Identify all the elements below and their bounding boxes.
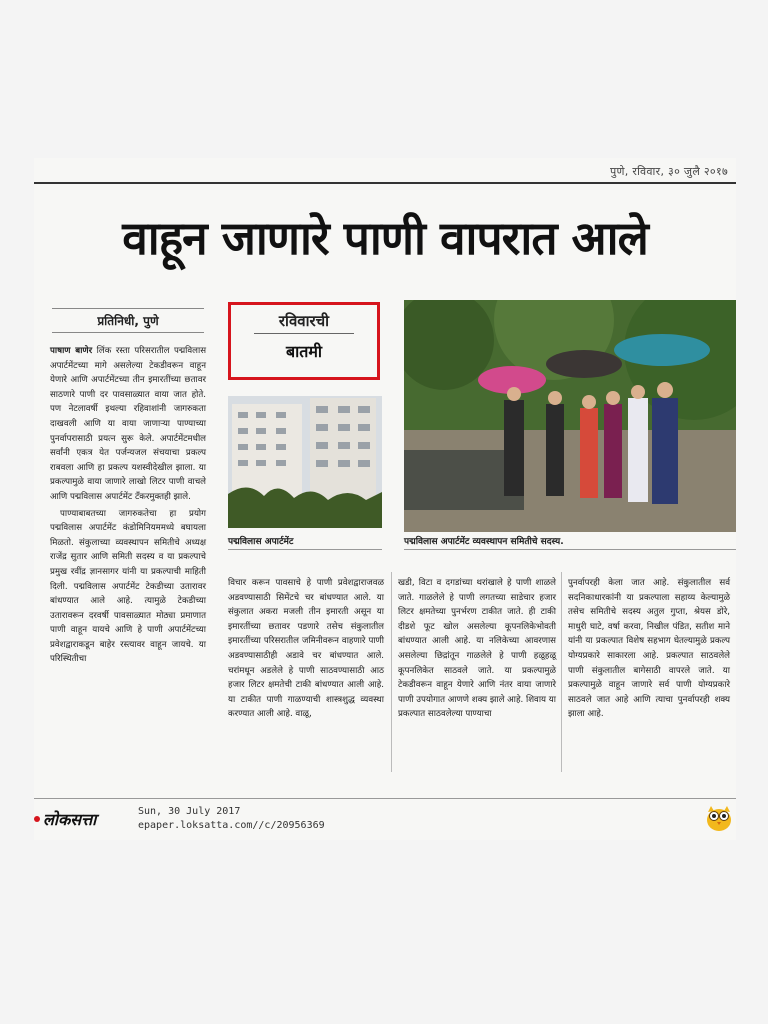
logo-dot <box>34 816 40 822</box>
article-column-4: पुनर्वापरही केला जात आहे. संकुलातील सर्व सदनिकाधारकांनी या प्रकल्पाला सहाय्य केल्यामुळे तसेच समितीचे सदस्य अतुल गुप्ता, श्रेयस डोरे, माधुरी घाटे, वर्षा करवा, निखील पंडित, सतीश माने यांनी या प्रकल्पात विशेष सहभाग घेतल्यामुळे प्रकल्प योग्यप्रकारे साकारला आहे. प्रकल्पात साठवलेले पाणी संकुलातील बागेसाठी वापरले जाते. या प्रकल्पामुळे वाहून जाणारे सर्व पाणी योग्यप्रकारे साठवले जात आहे आणि त्याचा पुनर्वापरही शक्य झाला आहे. <box>568 578 730 720</box>
sunday-news-kicker <box>228 302 380 380</box>
newspaper-clipping <box>34 158 736 840</box>
epaper-footer <box>34 802 736 836</box>
lead-word: पाषाण बाणेर <box>50 346 93 356</box>
column-divider <box>561 572 562 772</box>
photo-caption-right: पद्मविलास अपार्टमेंट व्यवस्थापन समितीचे सदस्य. <box>404 534 736 550</box>
kicker-line-1: रविवारची <box>254 311 354 334</box>
photo-caption-left: पद्मविलास अपार्टमेंट <box>228 534 382 550</box>
apartment-building-photo <box>228 396 382 528</box>
column-divider <box>391 572 392 772</box>
dateline: पुणे, रविवार, ३० जुलै २०१७ <box>609 165 728 178</box>
loksatta-logo <box>34 806 134 832</box>
article-column-2: विचार करून पावसाचे हे पाणी प्रवेशद्वाराजवळ अडवण्यासाठी सिमेंटचे चर बांधण्यात आले. या संकुलात अकरा मजली तीन इमारती असून या इमारतींच्या छतावर पडणारे तसेच संकुलातील इमारतींच्या परिसरातील जमिनीवरून वाहणारे पाणी अडवण्यासाठीही अडावे चर बांधण्यात आले. चरांमधून अडलेले हे पाणी साठवण्यासाठी आठ हजार लिटर क्षमतेची टाकी बांधण्यात आली आहे. या टाकीत पाणी गाळण्याची शास्त्रशुद्ध व्यवस्था करण्यात आली आहे. वाळू, <box>228 578 384 720</box>
committee-members-photo <box>404 300 736 532</box>
headline: वाहून जाणारे पाणी वापरात आले <box>122 211 648 265</box>
paragraph-1: लिंक रस्ता परिसरातील पद्मविलास अपार्टमेंटच्या मागे असलेल्या टेकडीवरून वाहून येणारे आणि अपार्टमेंटच्या तीन इमारतींच्या छतावर साठणारे पाणी दर पावसाळ्यात वाया जात होते. पण नेटलावर्षी इथल्या रहिवाशांनी जागरुकता दाखवली आणि या वाया जाणाऱ्या पाण्याच्या पुनर्वापरासाठी प्रयत्न सुरू केले. अपार्टमेंटमधील सर्वांनी एकत्र येत पर्जन्यजल संचयाचा प्रकल्प राबवला आणि हा प्रकल्प यशस्वीदेखील झाला. या प्रकल्पामुळे वाया जाणारे लाखो लिटर पाणी वाचले आणि पद्मविलास अपार्टमेंट टँकरमुक्तही झाले. <box>50 346 207 502</box>
edition-date: Sun, 30 July 2017 <box>138 806 241 817</box>
bottom-rule <box>34 798 736 799</box>
top-rule <box>34 182 736 184</box>
epaper-url[interactable]: epaper.loksatta.com//c/20956369 <box>138 820 325 831</box>
article-column-3: खडी, विटा व दगडांच्या थरांखाले हे पाणी शाळले जाते. गाळलेले हे पाणी लगतच्या साडेचार हजार लिटर क्षमतेच्या पुनर्भरण टाकीत जाते. ही टाकी दीडशे फूट खोल असलेल्या कूपनलिकेभोवती बांधण्यात आली आहे. या नलिकेच्या आवरणास असलेल्या छिद्रांतून गाळलेले हे पाणी हळूहळू कूपनलिकेत साठवले जाते. या प्रकल्पामुळे टेकडीवरून वाहून येणारे आणि नंतर वाया जाणारे पाणी उपयोगात आणणे शक्य झाले आहे. शिवाय या प्रकल्पात साठवलेल्या पाण्याचा <box>398 578 556 720</box>
article-column-1 <box>50 344 206 669</box>
kicker-line-2: बातमी <box>285 342 323 361</box>
byline: प्रतिनिधी, पुणे <box>52 308 204 333</box>
owl-icon <box>706 804 732 832</box>
logo-text: लोकसत्ता <box>43 810 97 829</box>
paragraph-2: पाण्याबाबतच्या जागरुकतेचा हा प्रयोग पद्मविलास अपार्टमेंट कंडोमिनियममध्ये बघायला मिळतो. संकुलाच्या व्यवस्थापन समितीचे अध्यक्ष राजेंद्र सुतार आणि समिती सदस्य व या प्रकल्पाचे प्रमुख रवींद्र ज्ञानसागर यांनी या प्रकल्पाची माहिती दिली. पद्मविलास अपार्टमेंट टेकडीच्या उतारावर बांधण्यात आले आहे. त्यामुळे टेकडीच्या उतारावरून दरवर्षी पावसाळ्यात मोठ्या प्रमाणात पाणी वाहून यायचे आणि हे पाणी अपार्टमेंटच्या प्रवेशद्वाराकडून बाहेर रस्त्यावर वाहून जायचे. या परिस्थितीचा <box>50 508 206 665</box>
